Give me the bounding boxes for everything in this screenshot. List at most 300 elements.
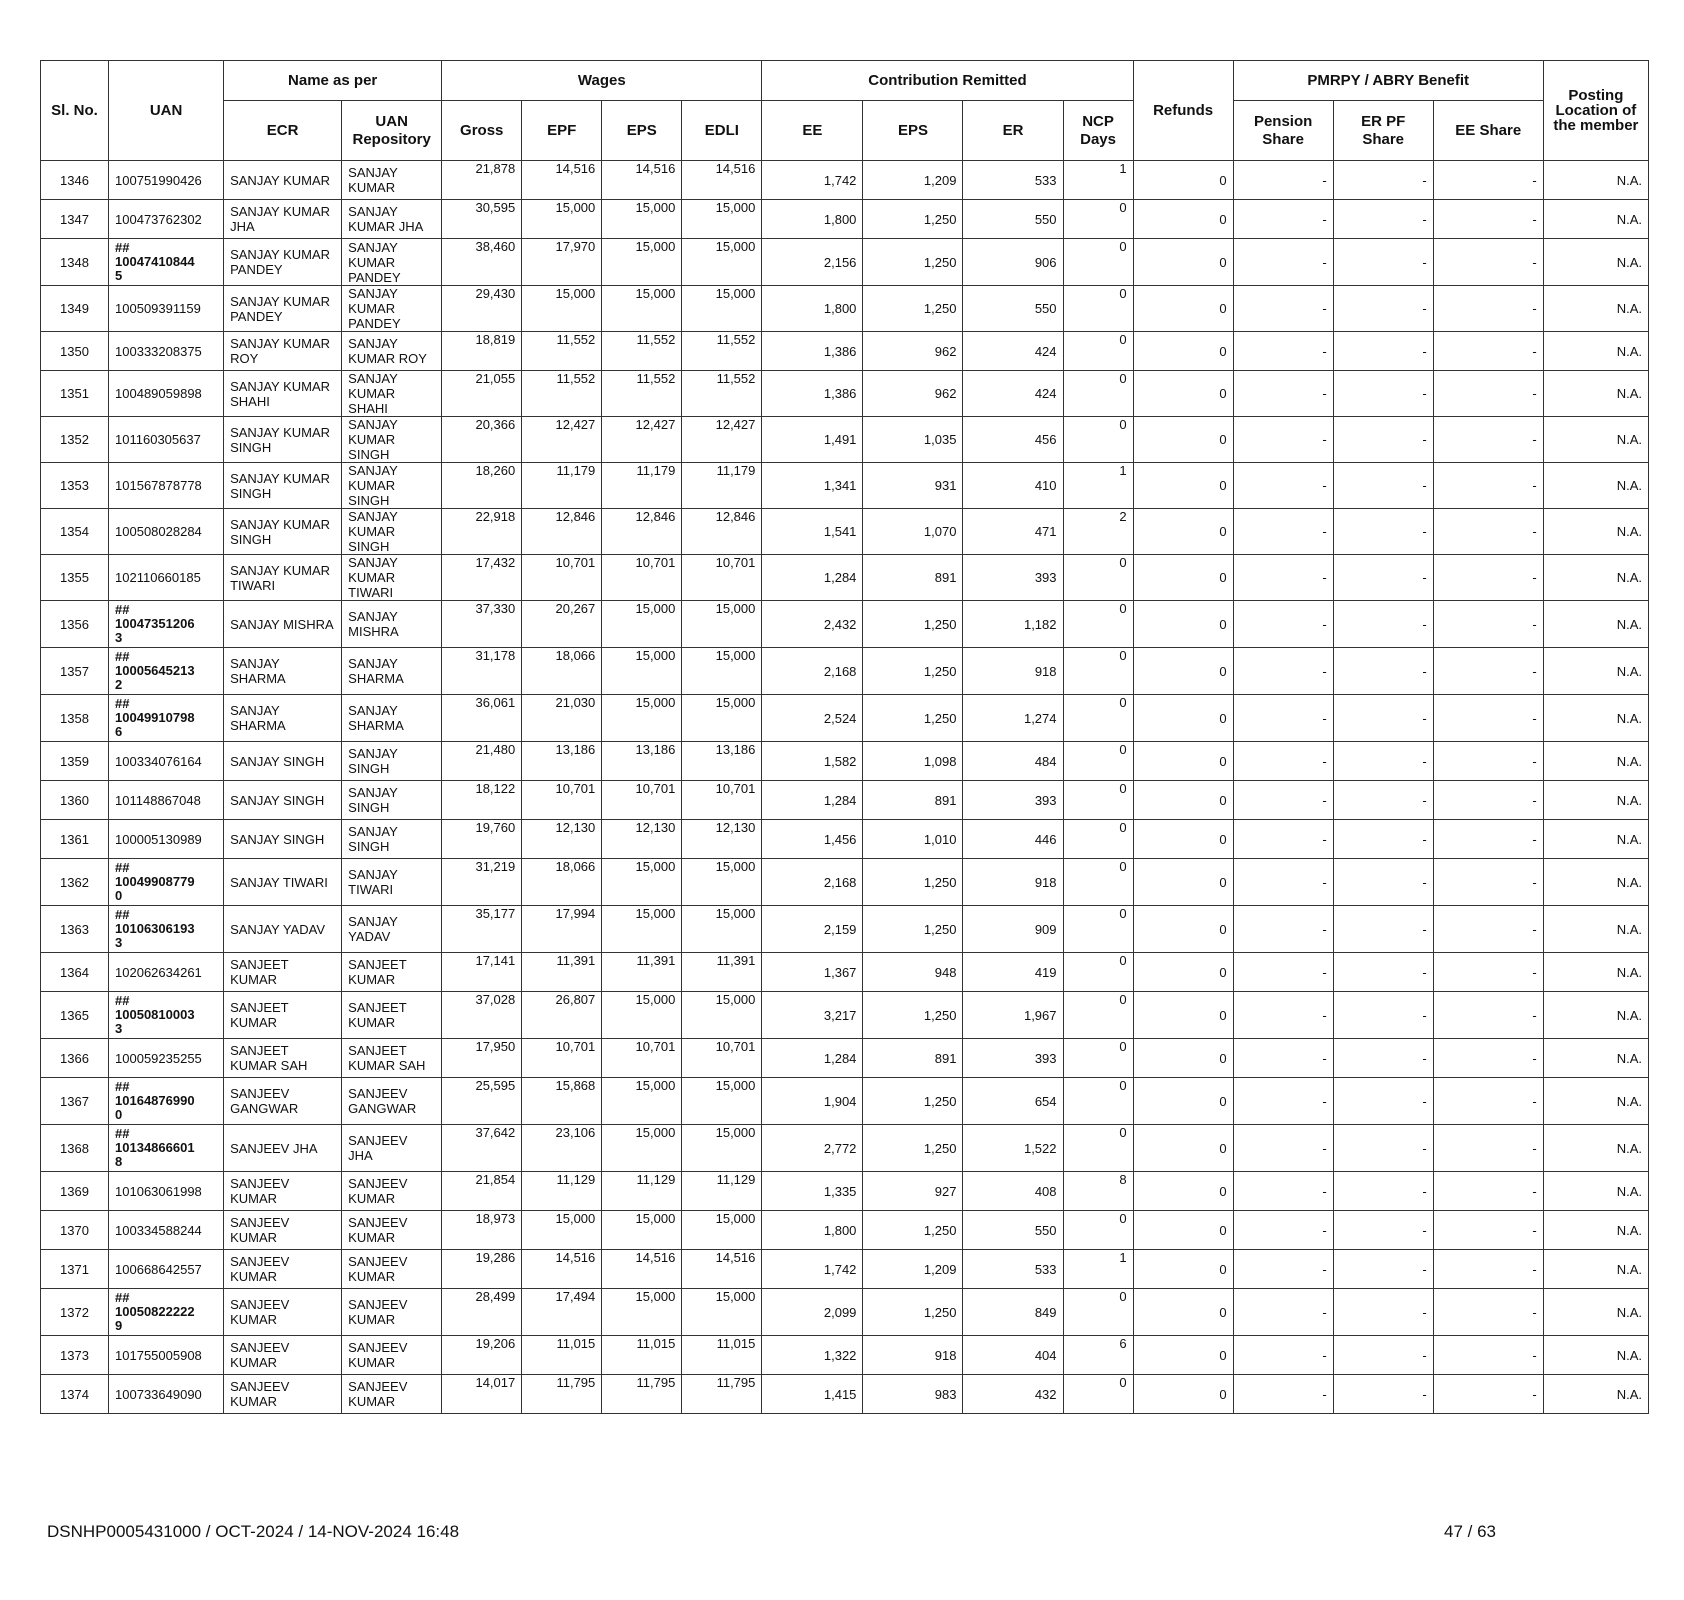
cell-sl-no: 1363: [41, 906, 109, 953]
cell-edli: 12,846: [682, 509, 762, 555]
cell-ncp-days: 1: [1063, 1250, 1133, 1289]
cell-refunds: 0: [1133, 859, 1233, 906]
header-wages: Wages: [442, 61, 762, 101]
cell-name-ecr: SANJEET KUMAR: [224, 992, 342, 1039]
cell-pension-share: -: [1233, 953, 1333, 992]
cell-gross: 31,178: [442, 648, 522, 695]
cell-ee: 1,800: [762, 200, 863, 239]
cell-ncp-days: 0: [1063, 1289, 1133, 1336]
cell-name-repository: SANJEEV GANGWAR: [342, 1078, 442, 1125]
cell-eps: 11,552: [602, 332, 682, 371]
cell-er-pf-share: -: [1333, 906, 1433, 953]
cell-uan: 102110660185: [109, 555, 224, 601]
cell-pension-share: -: [1233, 1250, 1333, 1289]
cell-ee: 2,432: [762, 601, 863, 648]
cell-eps: 15,000: [602, 695, 682, 742]
cell-pension-share: -: [1233, 509, 1333, 555]
cell-epf: 12,427: [522, 417, 602, 463]
cell-sl-no: 1346: [41, 161, 109, 200]
cell-contribution-eps: 1,250: [863, 1125, 963, 1172]
cell-ncp-days: 0: [1063, 820, 1133, 859]
header-contribution-eps: EPS: [863, 101, 963, 161]
cell-posting-location: N.A.: [1543, 1336, 1648, 1375]
cell-er-pf-share: -: [1333, 781, 1433, 820]
cell-eps: 15,000: [602, 906, 682, 953]
cell-er: 533: [963, 161, 1063, 200]
cell-er: 918: [963, 648, 1063, 695]
cell-name-repository: SANJEEV KUMAR: [342, 1289, 442, 1336]
cell-posting-location: N.A.: [1543, 286, 1648, 332]
cell-ee-share: -: [1433, 463, 1543, 509]
cell-ee-share: -: [1433, 509, 1543, 555]
cell-contribution-eps: 1,070: [863, 509, 963, 555]
header-row-top: [41, 61, 1649, 101]
cell-refunds: 0: [1133, 906, 1233, 953]
cell-edli: 15,000: [682, 992, 762, 1039]
cell-er: 1,967: [963, 992, 1063, 1039]
cell-refunds: 0: [1133, 332, 1233, 371]
cell-uan: ## 10050822222 9: [109, 1289, 224, 1336]
cell-name-repository: SANJEEV JHA: [342, 1125, 442, 1172]
cell-epf: 11,179: [522, 463, 602, 509]
cell-ee: 1,541: [762, 509, 863, 555]
cell-posting-location: N.A.: [1543, 1039, 1648, 1078]
cell-edli: 11,552: [682, 332, 762, 371]
cell-contribution-eps: 962: [863, 371, 963, 417]
cell-epf: 15,000: [522, 200, 602, 239]
cell-epf: 26,807: [522, 992, 602, 1039]
cell-eps: 14,516: [602, 1250, 682, 1289]
cell-pension-share: -: [1233, 332, 1333, 371]
cell-gross: 22,918: [442, 509, 522, 555]
cell-name-ecr: SANJAY KUMAR SHAHI: [224, 371, 342, 417]
cell-name-repository: SANJAY KUMAR SINGH: [342, 463, 442, 509]
cell-gross: 18,973: [442, 1211, 522, 1250]
cell-er: 1,182: [963, 601, 1063, 648]
cell-pension-share: -: [1233, 463, 1333, 509]
cell-pension-share: -: [1233, 1289, 1333, 1336]
cell-sl-no: 1351: [41, 371, 109, 417]
cell-contribution-eps: 891: [863, 555, 963, 601]
cell-name-ecr: SANJAY MISHRA: [224, 601, 342, 648]
table-row: [41, 695, 1649, 742]
cell-pension-share: -: [1233, 555, 1333, 601]
cell-ee: 1,904: [762, 1078, 863, 1125]
cell-posting-location: N.A.: [1543, 239, 1648, 286]
cell-name-ecr: SANJAY SINGH: [224, 781, 342, 820]
cell-er-pf-share: -: [1333, 239, 1433, 286]
cell-epf: 11,552: [522, 332, 602, 371]
cell-uan: 100733649090: [109, 1375, 224, 1414]
cell-ee: 1,386: [762, 371, 863, 417]
cell-pension-share: -: [1233, 239, 1333, 286]
cell-epf: 13,186: [522, 742, 602, 781]
cell-refunds: 0: [1133, 742, 1233, 781]
cell-ncp-days: 0: [1063, 200, 1133, 239]
header-er: ER: [963, 101, 1063, 161]
cell-ee: 1,415: [762, 1375, 863, 1414]
cell-er-pf-share: -: [1333, 1172, 1433, 1211]
cell-contribution-eps: 983: [863, 1375, 963, 1414]
cell-uan: ## 10049910798 6: [109, 695, 224, 742]
cell-eps: 15,000: [602, 1078, 682, 1125]
cell-name-ecr: SANJAY KUMAR JHA: [224, 200, 342, 239]
cell-er: 533: [963, 1250, 1063, 1289]
cell-sl-no: 1362: [41, 859, 109, 906]
cell-eps: 12,846: [602, 509, 682, 555]
cell-ee-share: -: [1433, 906, 1543, 953]
cell-ncp-days: 0: [1063, 695, 1133, 742]
cell-edli: 12,427: [682, 417, 762, 463]
cell-er-pf-share: -: [1333, 1211, 1433, 1250]
cell-edli: 11,129: [682, 1172, 762, 1211]
cell-sl-no: 1374: [41, 1375, 109, 1414]
cell-er: 906: [963, 239, 1063, 286]
cell-edli: 11,552: [682, 371, 762, 417]
header-edli: EDLI: [682, 101, 762, 161]
cell-er: 918: [963, 859, 1063, 906]
cell-gross: 17,950: [442, 1039, 522, 1078]
cell-er-pf-share: -: [1333, 992, 1433, 1039]
cell-contribution-eps: 962: [863, 332, 963, 371]
cell-eps: 10,701: [602, 555, 682, 601]
cell-name-ecr: SANJAY KUMAR TIWARI: [224, 555, 342, 601]
cell-sl-no: 1368: [41, 1125, 109, 1172]
cell-epf: 11,552: [522, 371, 602, 417]
cell-er-pf-share: -: [1333, 417, 1433, 463]
cell-ee: 1,456: [762, 820, 863, 859]
cell-er-pf-share: -: [1333, 1336, 1433, 1375]
cell-name-ecr: SANJEEV KUMAR: [224, 1211, 342, 1250]
cell-contribution-eps: 1,250: [863, 1078, 963, 1125]
table-row: [41, 781, 1649, 820]
cell-refunds: 0: [1133, 601, 1233, 648]
cell-er: 550: [963, 286, 1063, 332]
cell-ee: 2,159: [762, 906, 863, 953]
cell-uan: 101567878778: [109, 463, 224, 509]
table-row: [41, 509, 1649, 555]
cell-sl-no: 1353: [41, 463, 109, 509]
cell-ncp-days: 0: [1063, 1125, 1133, 1172]
cell-er: 424: [963, 332, 1063, 371]
cell-name-repository: SANJAY KUMAR JHA: [342, 200, 442, 239]
cell-edli: 10,701: [682, 555, 762, 601]
cell-name-repository: SANJAY MISHRA: [342, 601, 442, 648]
cell-uan: 100059235255: [109, 1039, 224, 1078]
cell-ee: 1,582: [762, 742, 863, 781]
cell-ee: 2,168: [762, 648, 863, 695]
cell-uan: 100333208375: [109, 332, 224, 371]
cell-er: 550: [963, 1211, 1063, 1250]
cell-ncp-days: 2: [1063, 509, 1133, 555]
header-pension-share: Pension Share: [1233, 101, 1333, 161]
cell-er-pf-share: -: [1333, 161, 1433, 200]
cell-gross: 19,286: [442, 1250, 522, 1289]
cell-ee-share: -: [1433, 742, 1543, 781]
cell-contribution-eps: 1,250: [863, 1211, 963, 1250]
cell-er-pf-share: -: [1333, 859, 1433, 906]
header-row-sub: [41, 101, 1649, 161]
cell-ee-share: -: [1433, 1172, 1543, 1211]
header-refunds: Refunds: [1133, 61, 1233, 161]
header-posting-location: Posting Location of the member: [1543, 61, 1648, 161]
table-row: [41, 1078, 1649, 1125]
cell-eps: 15,000: [602, 239, 682, 286]
cell-posting-location: N.A.: [1543, 601, 1648, 648]
cell-eps: 12,130: [602, 820, 682, 859]
cell-posting-location: N.A.: [1543, 742, 1648, 781]
cell-pension-share: -: [1233, 161, 1333, 200]
cell-ncp-days: 0: [1063, 1039, 1133, 1078]
cell-uan: 101755005908: [109, 1336, 224, 1375]
cell-epf: 18,066: [522, 859, 602, 906]
cell-gross: 36,061: [442, 695, 522, 742]
cell-eps: 15,000: [602, 1211, 682, 1250]
cell-eps: 11,391: [602, 953, 682, 992]
cell-edli: 15,000: [682, 200, 762, 239]
cell-ee: 1,335: [762, 1172, 863, 1211]
cell-gross: 37,642: [442, 1125, 522, 1172]
cell-er-pf-share: -: [1333, 200, 1433, 239]
cell-name-ecr: SANJAY KUMAR SINGH: [224, 509, 342, 555]
table-row: [41, 859, 1649, 906]
cell-posting-location: N.A.: [1543, 992, 1648, 1039]
cell-refunds: 0: [1133, 648, 1233, 695]
cell-gross: 25,595: [442, 1078, 522, 1125]
cell-ee: 2,156: [762, 239, 863, 286]
cell-contribution-eps: 1,250: [863, 695, 963, 742]
cell-sl-no: 1358: [41, 695, 109, 742]
cell-name-repository: SANJAY SHARMA: [342, 695, 442, 742]
cell-name-ecr: SANJAY SINGH: [224, 742, 342, 781]
cell-pension-share: -: [1233, 992, 1333, 1039]
table-row: [41, 417, 1649, 463]
cell-ee-share: -: [1433, 859, 1543, 906]
cell-ee: 1,800: [762, 286, 863, 332]
cell-pension-share: -: [1233, 286, 1333, 332]
header-uan-repository: UAN Repository: [342, 101, 442, 161]
cell-ee-share: -: [1433, 1336, 1543, 1375]
table-row: [41, 820, 1649, 859]
cell-name-ecr: SANJAY YADAV: [224, 906, 342, 953]
cell-name-repository: SANJAY SINGH: [342, 781, 442, 820]
cell-ncp-days: 0: [1063, 371, 1133, 417]
cell-ncp-days: 0: [1063, 742, 1133, 781]
cell-uan: 102062634261: [109, 953, 224, 992]
header-gross: Gross: [442, 101, 522, 161]
cell-epf: 20,267: [522, 601, 602, 648]
cell-ncp-days: 1: [1063, 161, 1133, 200]
cell-name-repository: SANJAY KUMAR SINGH: [342, 509, 442, 555]
cell-gross: 14,017: [442, 1375, 522, 1414]
cell-eps: 10,701: [602, 781, 682, 820]
cell-sl-no: 1366: [41, 1039, 109, 1078]
table-row: [41, 742, 1649, 781]
cell-er: 471: [963, 509, 1063, 555]
cell-ncp-days: 1: [1063, 463, 1133, 509]
cell-posting-location: N.A.: [1543, 332, 1648, 371]
cell-ee: 1,491: [762, 417, 863, 463]
table-row: [41, 1375, 1649, 1414]
cell-ncp-days: 6: [1063, 1336, 1133, 1375]
cell-refunds: 0: [1133, 555, 1233, 601]
cell-eps: 15,000: [602, 200, 682, 239]
cell-pension-share: -: [1233, 1125, 1333, 1172]
cell-contribution-eps: 931: [863, 463, 963, 509]
cell-name-ecr: SANJAY KUMAR SINGH: [224, 417, 342, 463]
cell-ncp-days: 0: [1063, 555, 1133, 601]
cell-pension-share: -: [1233, 200, 1333, 239]
header-contribution-remitted: Contribution Remitted: [762, 61, 1133, 101]
cell-posting-location: N.A.: [1543, 555, 1648, 601]
cell-eps: 15,000: [602, 1289, 682, 1336]
cell-refunds: 0: [1133, 820, 1233, 859]
cell-refunds: 0: [1133, 239, 1233, 286]
cell-name-repository: SANJAY KUMAR TIWARI: [342, 555, 442, 601]
table-row: [41, 992, 1649, 1039]
table-row: [41, 239, 1649, 286]
cell-edli: 15,000: [682, 1078, 762, 1125]
cell-er: 654: [963, 1078, 1063, 1125]
cell-posting-location: N.A.: [1543, 509, 1648, 555]
cell-er-pf-share: -: [1333, 463, 1433, 509]
cell-epf: 14,516: [522, 1250, 602, 1289]
cell-contribution-eps: 1,250: [863, 992, 963, 1039]
cell-name-ecr: SANJEET KUMAR SAH: [224, 1039, 342, 1078]
cell-gross: 21,055: [442, 371, 522, 417]
cell-edli: 14,516: [682, 1250, 762, 1289]
cell-edli: 15,000: [682, 601, 762, 648]
cell-ee-share: -: [1433, 161, 1543, 200]
header-name-as-per: Name as per: [224, 61, 442, 101]
cell-name-ecr: SANJAY KUMAR PANDEY: [224, 286, 342, 332]
cell-epf: 11,015: [522, 1336, 602, 1375]
cell-ee-share: -: [1433, 648, 1543, 695]
cell-epf: 12,846: [522, 509, 602, 555]
cell-uan: ## 10106306193 3: [109, 906, 224, 953]
cell-ee: 2,772: [762, 1125, 863, 1172]
cell-epf: 10,701: [522, 1039, 602, 1078]
cell-er-pf-share: -: [1333, 286, 1433, 332]
cell-ee: 2,524: [762, 695, 863, 742]
header-epf: EPF: [522, 101, 602, 161]
cell-ee-share: -: [1433, 555, 1543, 601]
cell-sl-no: 1369: [41, 1172, 109, 1211]
table-row: [41, 371, 1649, 417]
cell-gross: 17,141: [442, 953, 522, 992]
cell-gross: 37,330: [442, 601, 522, 648]
cell-sl-no: 1370: [41, 1211, 109, 1250]
cell-name-ecr: SANJEEV KUMAR: [224, 1336, 342, 1375]
cell-sl-no: 1348: [41, 239, 109, 286]
cell-er: 393: [963, 1039, 1063, 1078]
cell-er-pf-share: -: [1333, 820, 1433, 859]
table-row: [41, 1336, 1649, 1375]
cell-er: 1,522: [963, 1125, 1063, 1172]
cell-ee-share: -: [1433, 992, 1543, 1039]
cell-posting-location: N.A.: [1543, 1250, 1648, 1289]
cell-epf: 17,994: [522, 906, 602, 953]
cell-ncp-days: 0: [1063, 1375, 1133, 1414]
cell-edli: 15,000: [682, 1211, 762, 1250]
cell-gross: 18,819: [442, 332, 522, 371]
cell-posting-location: N.A.: [1543, 906, 1648, 953]
cell-name-repository: SANJAY SHARMA: [342, 648, 442, 695]
cell-ncp-days: 0: [1063, 239, 1133, 286]
cell-uan: 100005130989: [109, 820, 224, 859]
cell-epf: 15,000: [522, 286, 602, 332]
cell-gross: 31,219: [442, 859, 522, 906]
cell-posting-location: N.A.: [1543, 953, 1648, 992]
cell-er-pf-share: -: [1333, 1375, 1433, 1414]
cell-eps: 11,795: [602, 1375, 682, 1414]
cell-contribution-eps: 891: [863, 1039, 963, 1078]
table-row: [41, 1172, 1649, 1211]
cell-sl-no: 1360: [41, 781, 109, 820]
cell-edli: 15,000: [682, 859, 762, 906]
cell-pension-share: -: [1233, 1336, 1333, 1375]
cell-name-ecr: SANJAY KUMAR PANDEY: [224, 239, 342, 286]
cell-refunds: 0: [1133, 200, 1233, 239]
cell-contribution-eps: 1,250: [863, 1289, 963, 1336]
cell-name-repository: SANJEEV KUMAR: [342, 1336, 442, 1375]
cell-epf: 10,701: [522, 555, 602, 601]
cell-er: 404: [963, 1336, 1063, 1375]
cell-ncp-days: 0: [1063, 332, 1133, 371]
cell-er-pf-share: -: [1333, 1078, 1433, 1125]
header-sl-no: Sl. No.: [41, 61, 109, 161]
cell-name-repository: SANJEET KUMAR: [342, 992, 442, 1039]
cell-epf: 11,795: [522, 1375, 602, 1414]
cell-contribution-eps: 1,250: [863, 859, 963, 906]
cell-ee-share: -: [1433, 781, 1543, 820]
cell-sl-no: 1367: [41, 1078, 109, 1125]
cell-eps: 10,701: [602, 1039, 682, 1078]
cell-er: 1,274: [963, 695, 1063, 742]
cell-uan: 100334588244: [109, 1211, 224, 1250]
cell-er-pf-share: -: [1333, 601, 1433, 648]
cell-name-repository: SANJAY KUMAR SHAHI: [342, 371, 442, 417]
cell-eps: 15,000: [602, 859, 682, 906]
cell-edli: 15,000: [682, 695, 762, 742]
cell-ee-share: -: [1433, 1078, 1543, 1125]
cell-refunds: 0: [1133, 286, 1233, 332]
cell-contribution-eps: 1,250: [863, 648, 963, 695]
cell-refunds: 0: [1133, 1078, 1233, 1125]
cell-eps: 11,179: [602, 463, 682, 509]
cell-er-pf-share: -: [1333, 695, 1433, 742]
page-number: 47 / 63: [1444, 1522, 1496, 1541]
cell-name-ecr: SANJAY SHARMA: [224, 695, 342, 742]
cell-pension-share: -: [1233, 371, 1333, 417]
cell-uan: 101063061998: [109, 1172, 224, 1211]
cell-posting-location: N.A.: [1543, 1125, 1648, 1172]
cell-gross: 19,206: [442, 1336, 522, 1375]
cell-uan: ## 10047351206 3: [109, 601, 224, 648]
cell-er-pf-share: -: [1333, 332, 1433, 371]
cell-ee: 2,099: [762, 1289, 863, 1336]
cell-refunds: 0: [1133, 1336, 1233, 1375]
table-row: [41, 161, 1649, 200]
cell-eps: 15,000: [602, 992, 682, 1039]
cell-sl-no: 1371: [41, 1250, 109, 1289]
cell-ee-share: -: [1433, 695, 1543, 742]
cell-gross: 38,460: [442, 239, 522, 286]
cell-refunds: 0: [1133, 992, 1233, 1039]
cell-gross: 30,595: [442, 200, 522, 239]
cell-refunds: 0: [1133, 1039, 1233, 1078]
cell-ee: 1,341: [762, 463, 863, 509]
